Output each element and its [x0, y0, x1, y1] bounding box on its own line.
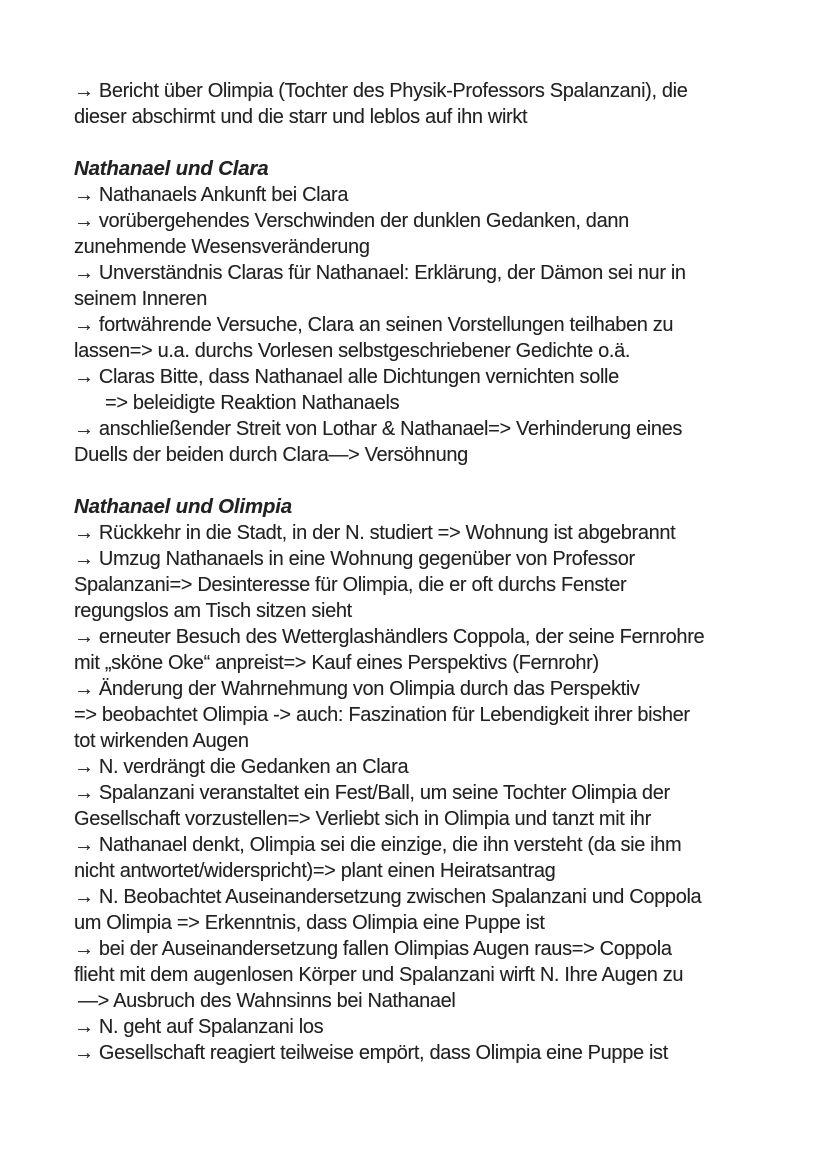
text-line: Spalanzani=> Desinteresse für Olimpia, die er oft durchs Fenster — [74, 574, 627, 596]
text-line: → Claras Bitte, dass Nathanael alle Dichtungen vernichten solle — [74, 366, 619, 388]
text-line: → N. geht auf Spalanzani los — [74, 1016, 324, 1038]
text-line: → Nathanaels Ankunft bei Clara — [74, 184, 349, 206]
section-nathanael-und-olimpia — [74, 494, 788, 1066]
section-heading: Nathanael und Olimpia — [74, 495, 292, 518]
text-line: tot wirkenden Augen — [74, 730, 249, 752]
text-line: nicht antwortet/widerspricht)=> plant einen Heiratsantrag — [74, 860, 556, 882]
document-text — [74, 78, 788, 1066]
text-line: seinem Inneren — [74, 288, 207, 310]
text-line: zunehmende Wesensveränderung — [74, 236, 370, 258]
text-line: flieht mit dem augenlosen Körper und Spalanzani wirft N. Ihre Augen zu — [74, 964, 684, 986]
section-nathanael-und-clara — [74, 156, 788, 468]
text-line: → fortwährende Versuche, Clara an seinen Vorstellungen teilhaben zu — [74, 314, 674, 336]
text-line: → N. verdrängt die Gedanken an Clara — [74, 756, 409, 778]
text-line: regungslos am Tisch sitzen sieht — [74, 600, 352, 622]
text-line: → Umzug Nathanaels in eine Wohnung gegenüber von Professor — [74, 548, 635, 570]
text-line: mit „sköne Oke“ anpreist=> Kauf eines Perspektivs (Fernrohr) — [74, 652, 599, 674]
text-line: lassen=> u.a. durchs Vorlesen selbstgeschriebener Gedichte o.ä. — [74, 340, 631, 362]
text-line-indented: —> Ausbruch des Wahnsinns bei Nathanael — [78, 990, 456, 1012]
intro-paragraph — [74, 78, 788, 130]
text-line: => beobachtet Olimpia -> auch: Faszination für Lebendigkeit ihrer bisher — [74, 704, 690, 726]
text-line: → Bericht über Olimpia (Tochter des Physik-Professors Spalanzani), die — [74, 80, 688, 102]
text-line: → vorübergehendes Verschwinden der dunklen Gedanken, dann — [74, 210, 629, 232]
text-line: → Unverständnis Claras für Nathanael: Erklärung, der Dämon sei nur in — [74, 262, 686, 284]
text-line: → Rückkehr in die Stadt, in der N. studiert => Wohnung ist abgebrannt — [74, 522, 676, 544]
text-line: → Gesellschaft reagiert teilweise empört, dass Olimpia eine Puppe ist — [74, 1042, 668, 1064]
text-line: → N. Beobachtet Auseinandersetzung zwischen Spalanzani und Coppola — [74, 886, 702, 908]
section-heading: Nathanael und Clara — [74, 157, 269, 180]
text-line: → Änderung der Wahrnehmung von Olimpia durch das Perspektiv — [74, 678, 640, 700]
text-line: → anschließender Streit von Lothar & Nathanael=> Verhinderung eines — [74, 418, 683, 440]
text-line: → bei der Auseinandersetzung fallen Olimpias Augen raus=> Coppola — [74, 938, 672, 960]
text-line: → erneuter Besuch des Wetterglashändlers Coppola, der seine Fernrohre — [74, 626, 705, 648]
text-line: Duells der beiden durch Clara—> Versöhnung — [74, 444, 468, 466]
text-line-indented: => beleidigte Reaktion Nathanaels — [105, 392, 400, 414]
text-line: → Nathanael denkt, Olimpia sei die einzige, die ihn versteht (da sie ihm — [74, 834, 682, 856]
text-line: dieser abschirmt und die starr und leblos auf ihn wirkt — [74, 106, 528, 128]
text-line: Gesellschaft vorzustellen=> Verliebt sich in Olimpia und tanzt mit ihr — [74, 808, 651, 830]
text-line: um Olimpia => Erkenntnis, dass Olimpia eine Puppe ist — [74, 912, 545, 934]
text-line: → Spalanzani veranstaltet ein Fest/Ball, um seine Tochter Olimpia der — [74, 782, 670, 804]
